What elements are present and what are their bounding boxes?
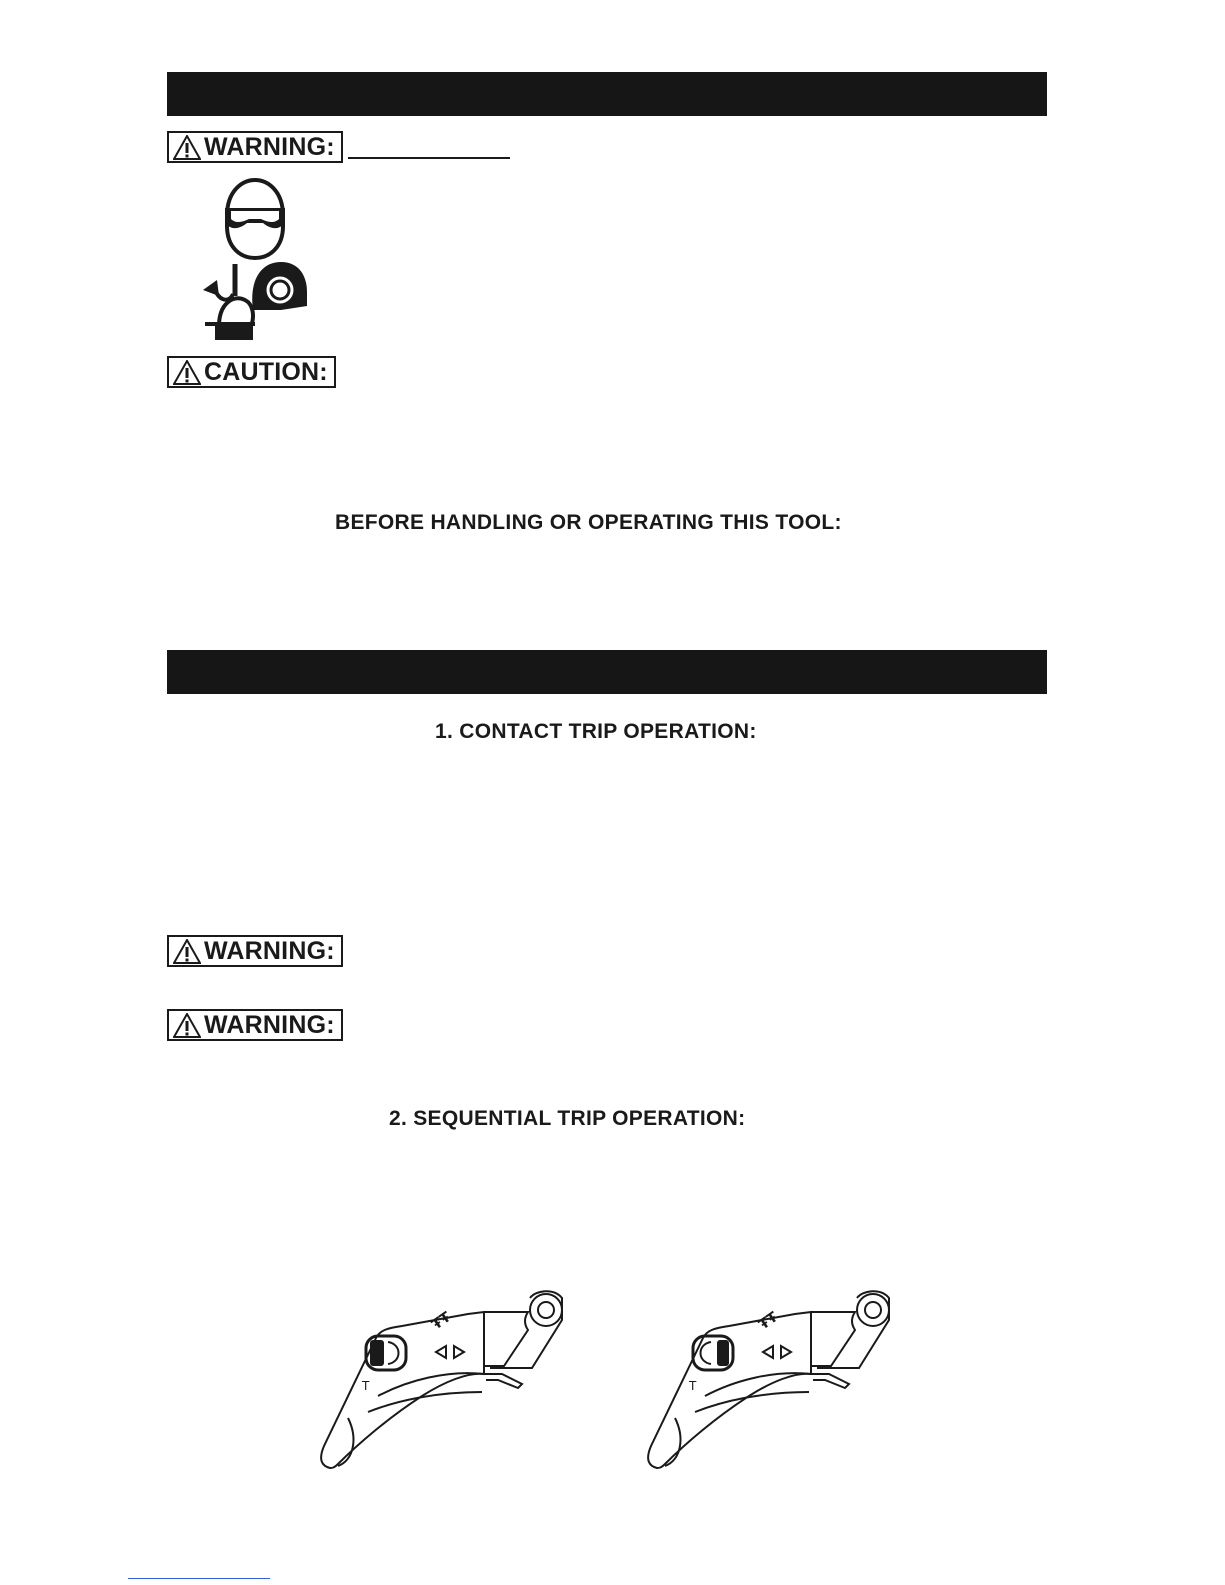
footer-link-underline[interactable] bbox=[128, 1578, 270, 1579]
warning-triangle-icon bbox=[173, 135, 201, 160]
heading-sequential-trip: 2. SEQUENTIAL TRIP OPERATION: bbox=[389, 1107, 746, 1130]
warning-text: WARNING: bbox=[204, 132, 335, 161]
trigger-sequential-mode-icon bbox=[645, 1288, 895, 1488]
warning-triangle-icon bbox=[173, 360, 201, 385]
warning-label-1 bbox=[167, 131, 343, 163]
hearing-protection-icon bbox=[252, 262, 307, 310]
caution-label bbox=[167, 356, 336, 388]
caution-text: CAUTION: bbox=[204, 357, 328, 386]
trigger-contact-mode-icon bbox=[318, 1288, 568, 1488]
warning-label-3 bbox=[167, 1009, 343, 1041]
warning-triangle-icon bbox=[173, 939, 201, 964]
svg-text:ŦŦ: ŦŦ bbox=[756, 1309, 781, 1334]
warning-underline bbox=[348, 157, 510, 159]
section-header-bar-1 bbox=[167, 72, 1047, 116]
warning-text: WARNING: bbox=[204, 1010, 335, 1039]
lifting-hazard-icon bbox=[203, 264, 255, 340]
warning-text: WARNING: bbox=[204, 936, 335, 965]
warning-triangle-icon bbox=[173, 1013, 201, 1038]
heading-before-handling: BEFORE HANDLING OR OPERATING THIS TOOL: bbox=[335, 511, 842, 534]
safety-pictograms bbox=[195, 176, 315, 342]
heading-contact-trip: 1. CONTACT TRIP OPERATION: bbox=[435, 720, 757, 743]
svg-text:T: T bbox=[689, 1379, 697, 1393]
warning-label-2 bbox=[167, 935, 343, 967]
svg-text:T: T bbox=[362, 1379, 370, 1393]
safety-goggles-icon bbox=[225, 180, 285, 258]
section-header-bar-2 bbox=[167, 650, 1047, 694]
svg-text:ŦŦ: ŦŦ bbox=[429, 1309, 454, 1334]
